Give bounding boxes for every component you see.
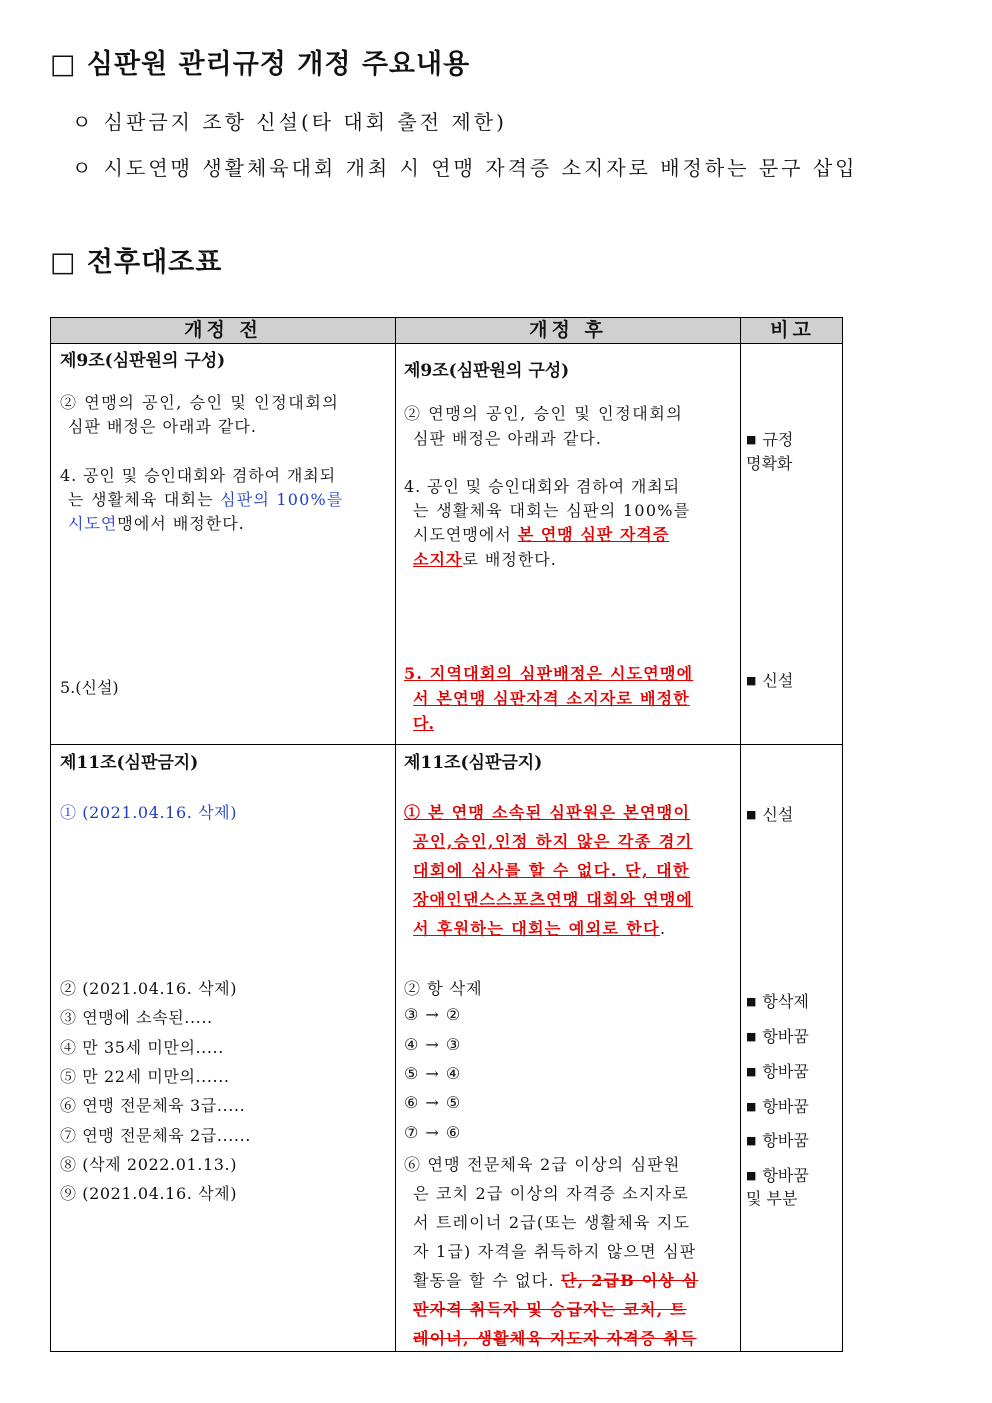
- art9-after-p5-line2: 서 본연맹 심판자격 소지자로 배정한: [413, 689, 690, 708]
- text-segment: 는 생활체육 대회는: [68, 490, 221, 509]
- art9-before-p2-line2: 심판 배정은 아래과 같다.: [68, 417, 257, 436]
- summary-bullet-2: ㅇ 시도연맹 생활체육대회 개최 시 연맹 자격증 소지자로 배정하는 문구 삽입: [72, 156, 858, 180]
- square-bullet-icon: ■: [746, 1100, 757, 1113]
- art9-note-1: [746, 428, 793, 452]
- art11-before-p1: ① (2021.04.16. 삭제): [60, 803, 238, 822]
- art9-after-p2-line1: ② 연맹의 공인, 승인 및 인정대회의: [404, 404, 684, 423]
- column-divider: [395, 318, 396, 1351]
- note-text: 신설: [762, 805, 794, 824]
- list-item: ④ → ③: [404, 1034, 462, 1054]
- header-after: 개정 후: [529, 319, 607, 341]
- art11-after-p1-line2: 공인,승인,인정 하지 않은 각종 경기: [413, 832, 693, 851]
- art11-note: [746, 803, 793, 827]
- square-bullet-icon: ■: [746, 1030, 757, 1043]
- list-item: ⑨ (2021.04.16. 삭제): [60, 1184, 238, 1204]
- text-segment: 활동을 할 수 없다.: [413, 1271, 562, 1290]
- list-item: ⑦ → ⑥: [404, 1122, 462, 1142]
- list-item: ④ 만 35세 미만의.....: [60, 1037, 224, 1057]
- square-bullet-icon: ■: [746, 674, 757, 687]
- list-item: ⑧ (삭제 2022.01.13.): [60, 1154, 238, 1174]
- art11-note: [746, 1060, 809, 1084]
- art11-after-p6-line3: 서 트레이너 2급(또는 생활체육 지도: [413, 1213, 691, 1232]
- note-text: 항바꿈: [762, 1131, 809, 1150]
- art9-before-p4-line1: 4. 공인 및 승인대회와 겸하여 개최되: [60, 466, 336, 485]
- art11-after-p6-line2: 은 코치 2급 이상의 자격증 소지자로: [413, 1184, 689, 1203]
- art11-after-p1-line5: [413, 916, 667, 939]
- art9-after-p2-line2: 심판 배정은 아래과 같다.: [413, 429, 602, 448]
- deleted-text: 단, 2급B 이상 심: [561, 1271, 699, 1290]
- art9-before-p4-line3: [68, 511, 245, 534]
- square-bullet-icon: ■: [746, 808, 757, 821]
- text-segment: 로 배정한다.: [462, 550, 557, 569]
- art9-after-p5-line1: 5. 지역대회의 심판배정은 시도연맹에: [404, 664, 694, 683]
- art9-before-p2-line1: ② 연맹의 공인, 승인 및 인정대회의: [60, 393, 340, 412]
- summary-bullet-1: ㅇ 심판금지 조항 신설(타 대회 출전 제한): [72, 110, 507, 134]
- note-text: 항바꿈: [762, 1166, 809, 1185]
- art11-note: [746, 990, 809, 1014]
- header-before: 개정 전: [184, 319, 262, 341]
- art11-note: [746, 1025, 809, 1049]
- art9-note-2: [746, 669, 793, 693]
- text-segment: 맹에서 배정한다.: [117, 514, 245, 533]
- column-divider: [740, 318, 741, 1351]
- art9-note-1b: 명확화: [746, 454, 793, 473]
- square-bullet-icon: ■: [746, 1065, 757, 1078]
- art11-after-p6-line5: [413, 1268, 698, 1291]
- text-segment: .: [660, 919, 667, 938]
- art11-after-p1-line4: 장애인댄스스포츠연맹 대회와 연맹에: [413, 890, 694, 909]
- art11-after-p6-strike-line2: 레이너, 생활체육 지도자 자격증 취득: [413, 1329, 697, 1348]
- list-item: ② (2021.04.16. 삭제): [60, 979, 238, 998]
- header-note: 비고: [770, 319, 815, 341]
- list-item: ⑤ 만 22세 미만의......: [60, 1066, 230, 1086]
- note-text: 및 부분: [746, 1189, 798, 1208]
- text-segment: 시도연맹에서: [413, 525, 518, 544]
- art9-after-p4-line3: [413, 522, 669, 545]
- list-item: ⑥ 연맹 전문체육 3급.....: [60, 1096, 246, 1116]
- art9-before-heading: 제9조(심판원의 구성): [60, 351, 226, 371]
- list-item: ③ → ②: [404, 1005, 462, 1025]
- square-bullet-icon: ■: [746, 995, 757, 1008]
- list-item: ⑤ → ④: [404, 1063, 462, 1083]
- list-item: ⑦ 연맹 전문체육 2급......: [60, 1125, 251, 1145]
- summary-title: □ 심판원 관리규정 개정 주요내용: [50, 49, 471, 80]
- note-text: 항삭제: [762, 992, 809, 1011]
- comparison-title: □ 전후대조표: [50, 247, 223, 278]
- added-text: 서 후원하는 대회는 예외로 한다: [413, 919, 661, 938]
- art11-note: [746, 1129, 809, 1153]
- note-text: 신설: [762, 671, 794, 690]
- art11-note: [746, 1095, 809, 1119]
- square-bullet-icon: ■: [746, 1169, 757, 1182]
- art11-after-p6-strike-line1: 판자격 취득자 및 승급자는 코치, 트: [413, 1300, 687, 1319]
- art11-after-p1-line1: ① 본 연맹 소속된 심판원은 본연맹이: [404, 803, 691, 822]
- art9-after-p4-line1: 4. 공인 및 승인대회와 겸하여 개최되: [404, 477, 680, 496]
- note-text: 항바꿈: [762, 1027, 809, 1046]
- row-divider: [51, 343, 842, 344]
- note-text: 항바꿈: [762, 1097, 809, 1116]
- art11-note: [746, 1164, 809, 1188]
- square-bullet-icon: ■: [746, 433, 757, 446]
- added-text: 소지자: [413, 550, 463, 569]
- art11-after-p1-line3: 대회에 심사를 할 수 없다. 단, 대한: [413, 861, 690, 880]
- added-text: 본 연맹 심판 자격증: [517, 525, 670, 544]
- art9-before-p5: 5.(신설): [60, 678, 119, 697]
- row-divider: [51, 744, 842, 745]
- art9-after-p4-line2: 는 생활체육 대회는 심판의 100%를: [413, 501, 691, 520]
- art9-after-heading: 제9조(심판원의 구성): [404, 361, 570, 381]
- list-item: ② 항 삭제: [404, 979, 483, 998]
- art9-after-p4-line4: [413, 547, 557, 570]
- list-item: ⑥ → ⑤: [404, 1093, 462, 1113]
- art11-before-heading: 제11조(심판금지): [60, 753, 199, 773]
- square-bullet-icon: ■: [746, 1134, 757, 1147]
- art11-after-heading: 제11조(심판금지): [404, 753, 543, 773]
- art11-after-p6-line1: ⑥ 연맹 전문체육 2급 이상의 심판원: [404, 1155, 681, 1174]
- note-text: 항바꿈: [762, 1062, 809, 1081]
- art11-note: [746, 1187, 797, 1211]
- note-text: 규정: [762, 430, 794, 449]
- list-item: ③ 연맹에 소속된.....: [60, 1008, 213, 1028]
- highlight-text: 시도연: [68, 514, 118, 533]
- art9-after-p5-line3: 다.: [413, 714, 435, 733]
- art11-after-p6-line4: 자 1급) 자격을 취득하지 않으면 심판: [413, 1242, 697, 1261]
- art9-before-p4-line2: [68, 487, 344, 510]
- highlight-text: 심판의 100%를: [220, 490, 344, 509]
